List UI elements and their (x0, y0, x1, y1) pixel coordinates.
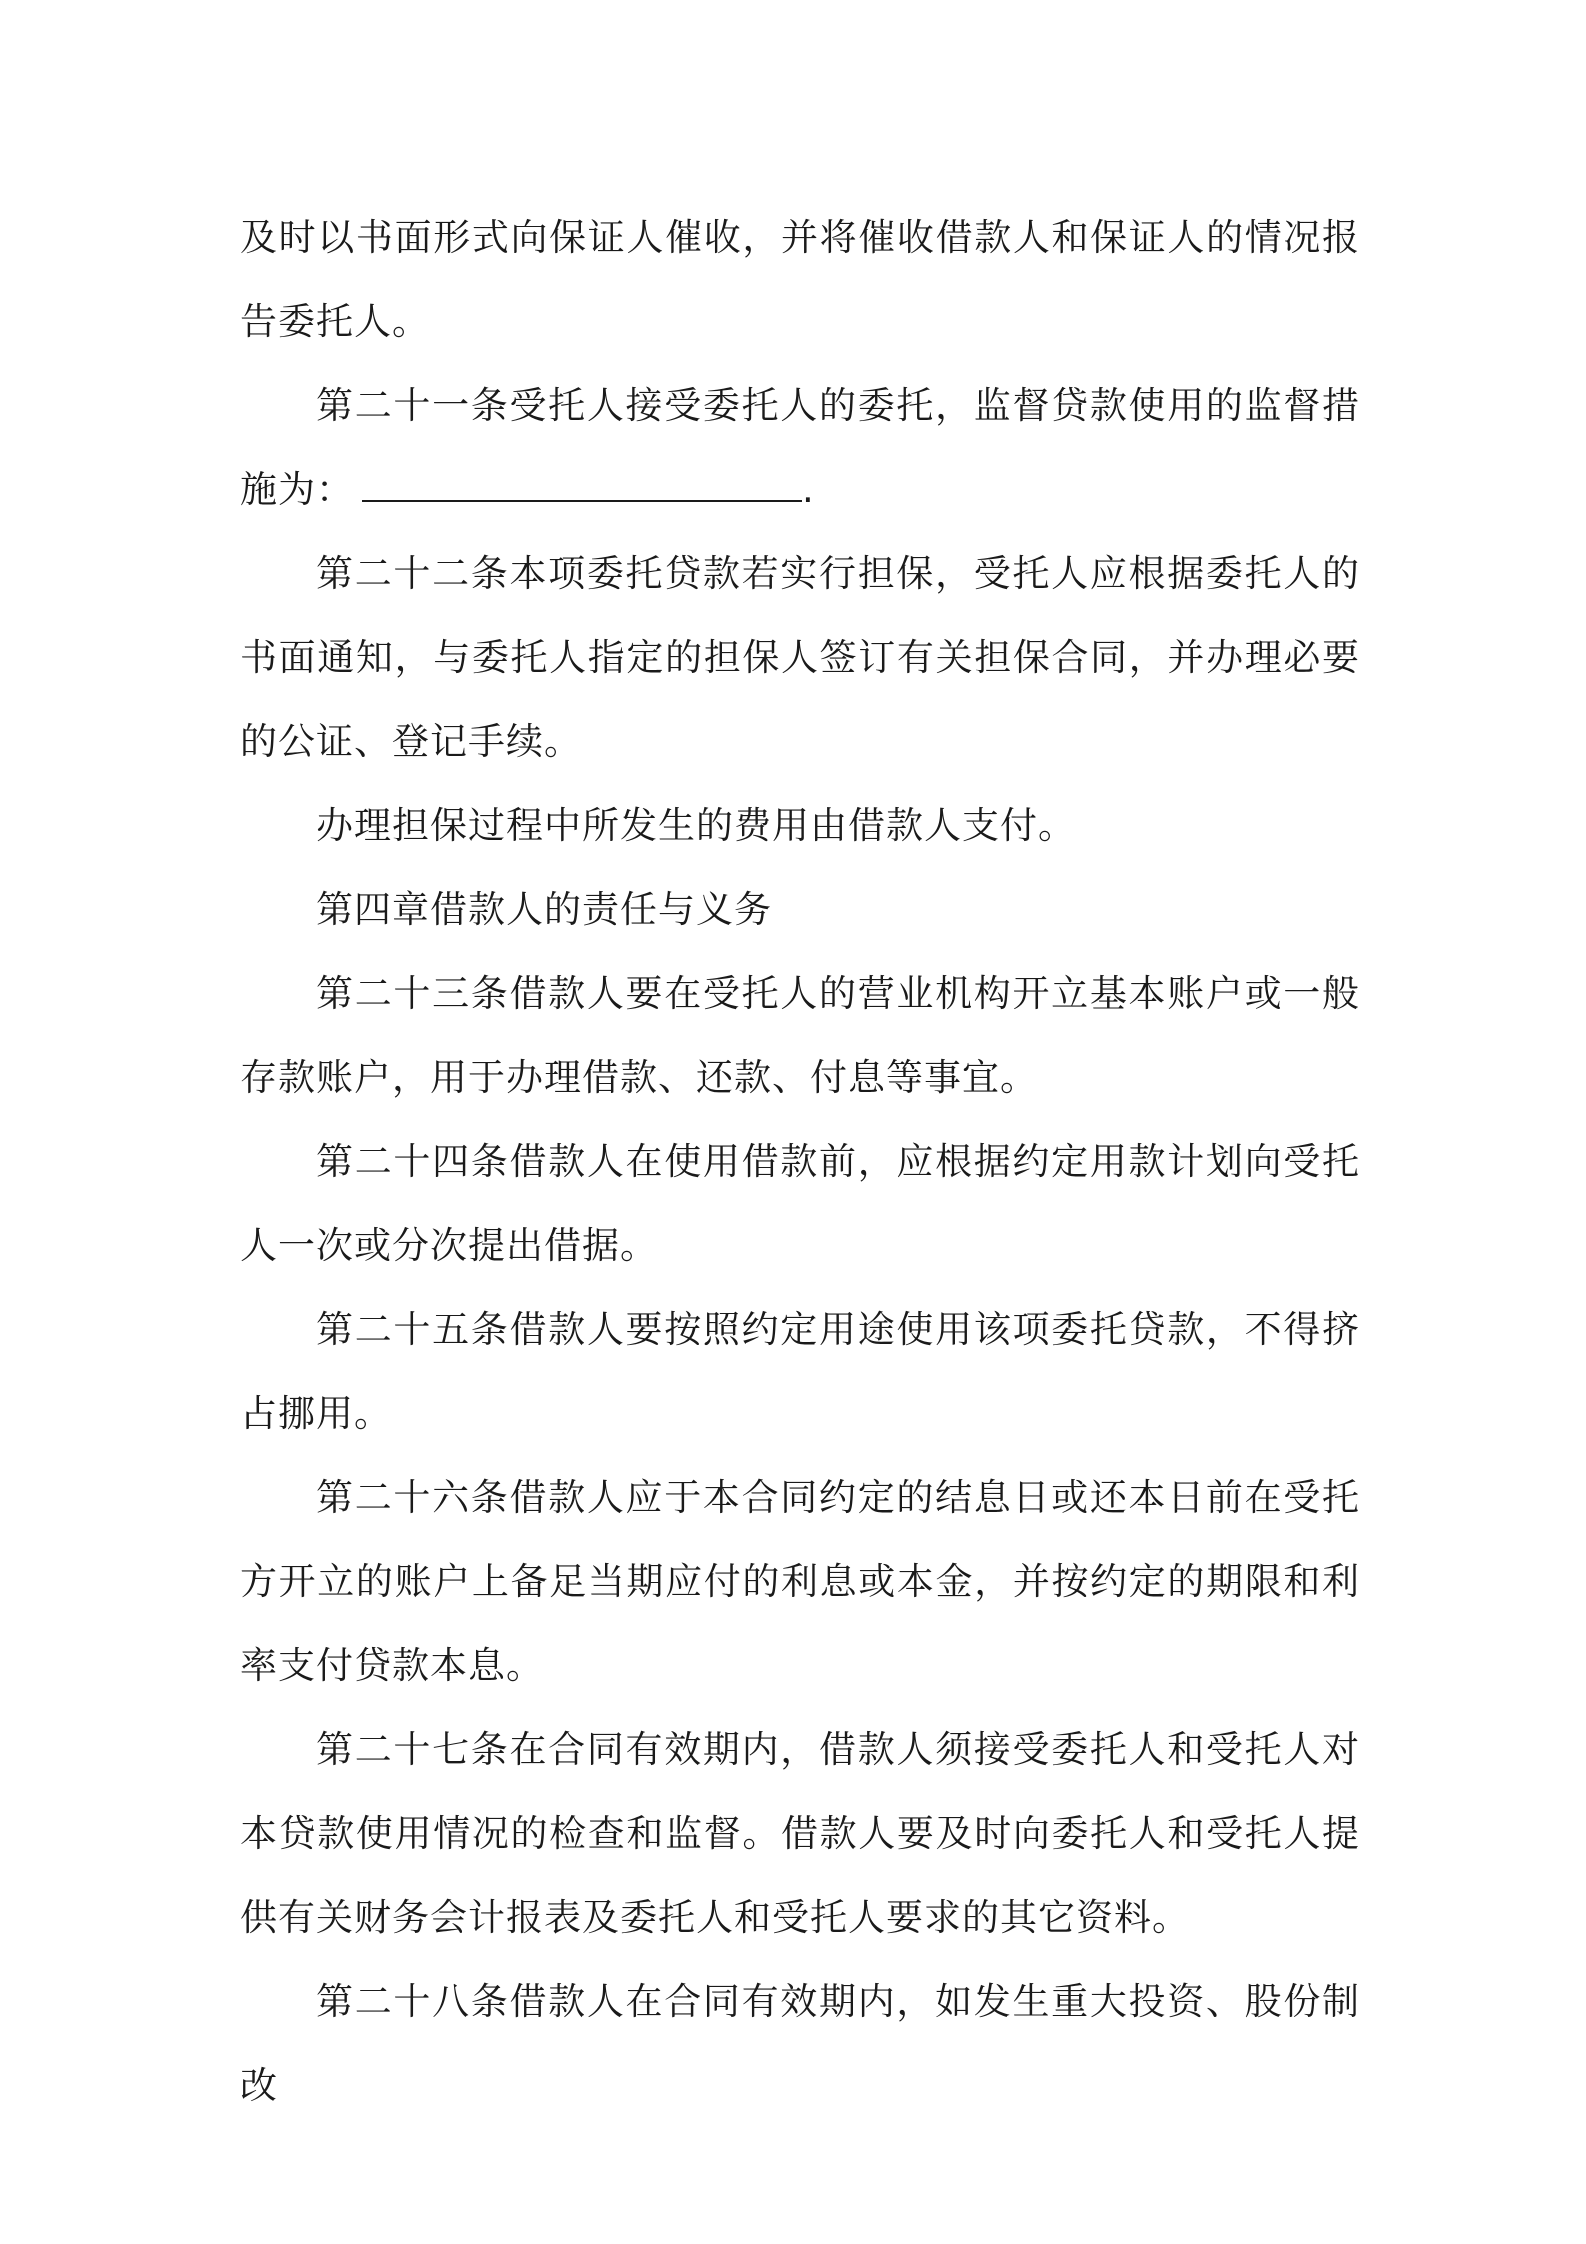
article-22: 第二十二条本项委托贷款若实行担保，受托人应根据委托人的书面通知，与委托人指定的担保人签订有关担保合同，并办理必要的公证、登记手续。 (240, 552, 1360, 763)
article-26: 第二十六条借款人应于本合同约定的结息日或还本日前在受托方开立的账户上备足当期应付的利息或本金，并按约定的期限和利率支付贷款本息。 (240, 1476, 1360, 1687)
article-25: 第二十五条借款人要按照约定用途使用该项委托贷款，不得挤占挪用。 (240, 1308, 1360, 1435)
article-21-measure-prefix: 为： (278, 468, 354, 511)
article-21 (240, 364, 1360, 532)
article-27: 第二十七条在合同有效期内，借款人须接受委托人和受托人对本贷款使用情况的检查和监督。借款人要及时向委托人和受托人提供有关财务会计报表及委托人和受托人要求的其它资料。 (240, 1728, 1360, 1939)
document-body (240, 196, 1360, 2128)
article-23: 第二十三条借款人要在受托人的营业机构开立基本账户或一般存款账户，用于办理借款、还款、付息等事宜。 (240, 972, 1360, 1099)
article-24: 第二十四条借款人在使用借款前，应根据约定用款计划向受托人一次或分次提出借据。 (240, 1140, 1360, 1267)
guarantee-fee-clause: 办理担保过程中所发生的费用由借款人支付。 (316, 804, 1076, 847)
article-21-text: 第二十一条受托人接受委托人的委托，监督贷款使用的监督措施 (240, 384, 1360, 511)
paragraph-continuation: 及时以书面形式向保证人催收，并将催收借款人和保证人的情况报告委托人。 (240, 216, 1360, 343)
article-21-measure-suffix: . (802, 468, 815, 511)
blank-fill-line (362, 470, 802, 502)
article-28: 第二十八条借款人在合同有效期内，如发生重大投资、股份制改 (240, 1980, 1360, 2107)
chapter-heading: 第四章借款人的责任与义务 (316, 888, 772, 931)
